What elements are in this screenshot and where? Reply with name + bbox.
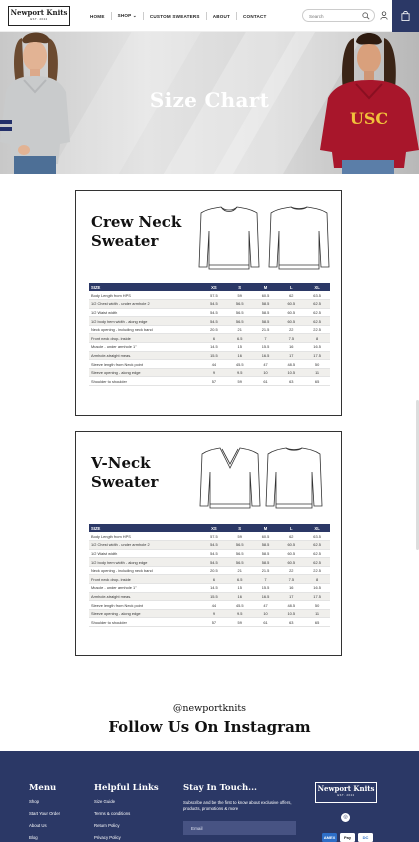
size-value: 56.5 — [227, 308, 253, 317]
apple-pay-icon: Pay — [340, 833, 355, 842]
vneck-table-body — [89, 532, 330, 627]
vneck-title-line1: V-Neck — [91, 454, 151, 472]
measurement-label: Front neck drop- inside — [89, 334, 201, 343]
size-value: 15.5 — [253, 584, 279, 593]
vneck-size-table — [89, 524, 330, 627]
col-header: XS — [201, 524, 227, 532]
size-value: 15.5 — [253, 343, 279, 352]
size-value: 59 — [227, 532, 253, 541]
size-value: 45.5 — [227, 360, 253, 369]
table-row — [89, 592, 330, 601]
table-row — [89, 618, 330, 627]
nav-custom-sweaters[interactable]: CUSTOM SWEATERS — [149, 13, 200, 19]
size-value: 6 — [201, 575, 227, 584]
diners-club-icon: DC — [358, 833, 373, 842]
size-value: 65 — [304, 377, 330, 386]
size-value: 16 — [278, 584, 304, 593]
table-row — [89, 558, 330, 567]
size-value: 61 — [253, 377, 279, 386]
size-value: 54.5 — [201, 549, 227, 558]
size-value: 21 — [227, 325, 253, 334]
footer-link-shop[interactable]: Shop — [29, 799, 40, 804]
size-value: 44 — [201, 601, 227, 610]
measurement-label: 1/2 Waist width — [89, 549, 201, 558]
table-row — [89, 308, 330, 317]
crew-neck-sweater-illustration — [187, 203, 337, 273]
size-value: 60.5 — [278, 558, 304, 567]
size-value: 16.5 — [304, 343, 330, 352]
crew-neck-title — [91, 213, 181, 251]
crew-neck-size-card — [75, 190, 342, 416]
size-value: 8 — [304, 575, 330, 584]
page-title: Size Chart — [149, 88, 270, 112]
size-value: 62.5 — [304, 549, 330, 558]
crew-title-line1: Crew Neck — [91, 213, 182, 231]
size-value: 62.5 — [304, 300, 330, 309]
size-value: 21.5 — [253, 566, 279, 575]
table-row — [89, 541, 330, 550]
size-value: 9 — [201, 368, 227, 377]
size-value: 15 — [227, 343, 253, 352]
footer-link-return[interactable]: Return Policy — [94, 823, 120, 828]
size-value: 20.5 — [201, 325, 227, 334]
size-value: 11 — [304, 609, 330, 618]
size-value: 17.5 — [304, 592, 330, 601]
footer-touch-title: Stay In Touch... — [183, 783, 258, 793]
measurement-label: 1/2 Waist width — [89, 308, 201, 317]
size-value: 56.5 — [227, 300, 253, 309]
size-value: 7.5 — [278, 575, 304, 584]
size-value: 10 — [253, 609, 279, 618]
table-row — [89, 343, 330, 352]
size-value: 60.5 — [253, 532, 279, 541]
instagram-icon[interactable]: ◎ — [341, 813, 350, 822]
size-value: 60.5 — [278, 300, 304, 309]
cart-icon — [401, 11, 410, 21]
size-value: 22.5 — [304, 566, 330, 575]
measurement-label: 1/2 Chest width - under armhole 2 — [89, 300, 201, 309]
table-header-row — [89, 283, 330, 291]
measurement-label: Shoulder to shoulder — [89, 377, 201, 386]
nav-shop-label: SHOP — [117, 13, 132, 18]
size-value: 7 — [253, 575, 279, 584]
col-header: L — [278, 283, 304, 291]
size-value: 65 — [304, 618, 330, 627]
size-value: 62.5 — [304, 558, 330, 567]
instagram-heading: Follow Us On Instagram — [108, 718, 311, 736]
email-field[interactable] — [183, 821, 296, 835]
size-value: 50 — [304, 601, 330, 610]
footer-logo-name: Newport Knits — [317, 784, 375, 793]
size-value: 63.5 — [304, 532, 330, 541]
footer-subscribe-text: Subscribe and be the first to know about exclusive offers, products, promotions & more — [183, 800, 292, 812]
nav-about[interactable]: ABOUT — [212, 13, 231, 19]
table-row — [89, 325, 330, 334]
site-header — [0, 0, 419, 32]
chevron-down-icon: ⌄ — [132, 13, 137, 18]
size-value: 54.5 — [201, 300, 227, 309]
table-row — [89, 334, 330, 343]
measurement-label: Body Length from HPS — [89, 532, 201, 541]
size-value: 60.5 — [253, 291, 279, 300]
size-value: 57.5 — [201, 291, 227, 300]
footer-link-size-guide[interactable]: Size Guide — [94, 799, 116, 804]
col-header: S — [227, 283, 253, 291]
size-value: 62 — [278, 291, 304, 300]
size-value: 58.5 — [253, 308, 279, 317]
size-value: 63 — [278, 618, 304, 627]
hero-banner — [0, 32, 419, 174]
size-value: 16.5 — [253, 351, 279, 360]
svg-text:USC: USC — [349, 109, 389, 128]
size-value: 58.5 — [253, 317, 279, 326]
table-row — [89, 609, 330, 618]
table-row — [89, 566, 330, 575]
cart-button[interactable] — [392, 0, 419, 32]
size-value: 16 — [227, 351, 253, 360]
size-value: 62.5 — [304, 308, 330, 317]
measurement-label: Sleeve length from Neck point — [89, 601, 201, 610]
amex-icon: AMEX — [323, 835, 336, 840]
user-icon[interactable] — [380, 11, 388, 20]
measurement-label: Neck opening - including neck band — [89, 566, 201, 575]
size-value: 56.5 — [227, 558, 253, 567]
measurement-label: Shoulder to shoulder — [89, 618, 201, 627]
instagram-handle[interactable]: @newportknits — [172, 703, 247, 714]
measurement-label: Body Length from HPS — [89, 291, 201, 300]
size-value: 54.5 — [201, 308, 227, 317]
size-value: 62.5 — [304, 541, 330, 550]
size-value: 56.5 — [227, 549, 253, 558]
table-row — [89, 317, 330, 326]
size-value: 60.5 — [278, 541, 304, 550]
measurement-label: Sleeve length from Neck point — [89, 360, 201, 369]
nav-contact[interactable]: CONTACT — [243, 13, 267, 19]
size-value: 16 — [227, 592, 253, 601]
table-row — [89, 291, 330, 300]
logo-name: Newport Knits — [10, 8, 68, 17]
size-value: 61 — [253, 618, 279, 627]
size-value: 20.5 — [201, 566, 227, 575]
size-value: 45.5 — [227, 601, 253, 610]
search-icon[interactable] — [362, 12, 370, 20]
size-value: 15.5 — [201, 351, 227, 360]
size-value: 16.5 — [253, 592, 279, 601]
table-row — [89, 360, 330, 369]
footer-link-privacy[interactable]: Privacy Policy — [94, 835, 121, 840]
v-neck-size-card — [75, 431, 342, 656]
measurement-label: Neck opening - including neck band — [89, 325, 201, 334]
col-header: XL — [304, 283, 330, 291]
footer-link-start-order[interactable]: Start Your Order — [29, 811, 61, 816]
size-value: 9.5 — [227, 609, 253, 618]
v-neck-title — [91, 454, 158, 492]
measurement-label: Sleeve opening - along edge — [89, 609, 201, 618]
size-value: 54.5 — [201, 317, 227, 326]
size-value: 10 — [253, 368, 279, 377]
footer-link-terms[interactable]: Terms & conditions — [94, 811, 131, 816]
measurement-label: Muscle - under armhole 1" — [89, 343, 201, 352]
col-header: SIZE — [89, 524, 201, 532]
size-value: 15 — [227, 584, 253, 593]
size-value: 16.5 — [304, 584, 330, 593]
vneck-title-line2: Sweater — [91, 473, 159, 491]
size-value: 56.5 — [227, 541, 253, 550]
col-header: XL — [304, 524, 330, 532]
size-value: 59 — [227, 377, 253, 386]
footer-link-blog[interactable]: Blog — [29, 835, 38, 840]
measurement-label: 1/2 Chest width - under armhole 2 — [89, 541, 201, 550]
size-value: 16 — [278, 343, 304, 352]
size-value: 7.5 — [278, 334, 304, 343]
size-value: 57 — [201, 377, 227, 386]
col-header: SIZE — [89, 283, 201, 291]
size-value: 59 — [227, 618, 253, 627]
size-value: 17.5 — [304, 351, 330, 360]
measurement-label: Muscle - under armhole 1" — [89, 584, 201, 593]
size-value: 47 — [253, 601, 279, 610]
table-row — [89, 601, 330, 610]
size-value: 10.5 — [278, 609, 304, 618]
size-value: 8 — [304, 334, 330, 343]
size-value: 48.5 — [278, 601, 304, 610]
size-value: 63.5 — [304, 291, 330, 300]
size-value: 48.5 — [278, 360, 304, 369]
size-value: 9 — [201, 609, 227, 618]
size-value: 60.5 — [278, 549, 304, 558]
measurement-label: Armhole-straight meas. — [89, 351, 201, 360]
size-value: 22.5 — [304, 325, 330, 334]
main-nav — [84, 11, 273, 21]
v-neck-sweater-illustration — [190, 444, 330, 512]
site-logo[interactable] — [8, 6, 70, 26]
size-value: 54.5 — [201, 541, 227, 550]
table-row — [89, 300, 330, 309]
size-value: 47 — [253, 360, 279, 369]
measurement-label: Front neck drop- inside — [89, 575, 201, 584]
table-row — [89, 549, 330, 558]
col-header: XS — [201, 283, 227, 291]
footer-helpful-title: Helpful Links — [94, 783, 159, 793]
measurement-label: Armhole-straight meas. — [89, 592, 201, 601]
size-value: 44 — [201, 360, 227, 369]
size-value: 60.5 — [278, 308, 304, 317]
size-value: 57.5 — [201, 532, 227, 541]
col-header: M — [253, 283, 279, 291]
col-header: S — [227, 524, 253, 532]
table-row — [89, 584, 330, 593]
search-box — [302, 9, 375, 22]
table-header-row — [89, 524, 330, 532]
size-value: 21.5 — [253, 325, 279, 334]
site-footer — [0, 751, 419, 842]
footer-logo-est: EST. 2022 — [337, 794, 355, 797]
logo-est: EST. 2022 — [30, 18, 48, 21]
crew-size-table — [89, 283, 330, 386]
table-row — [89, 575, 330, 584]
size-value: 10.5 — [278, 368, 304, 377]
table-row — [89, 368, 330, 377]
size-value: 22 — [278, 566, 304, 575]
size-value: 14.5 — [201, 343, 227, 352]
table-row — [89, 351, 330, 360]
size-value: 58.5 — [253, 541, 279, 550]
size-value: 62.5 — [304, 317, 330, 326]
measurement-label: Sleeve opening - along edge — [89, 368, 201, 377]
col-header: M — [253, 524, 279, 532]
size-value: 54.5 — [201, 558, 227, 567]
size-value: 21 — [227, 566, 253, 575]
table-row — [89, 532, 330, 541]
size-value: 63 — [278, 377, 304, 386]
size-value: 9.5 — [227, 368, 253, 377]
crew-table-body — [89, 291, 330, 386]
nav-shop[interactable] — [112, 13, 143, 19]
size-value: 57 — [201, 618, 227, 627]
size-value: 56.5 — [227, 317, 253, 326]
size-value: 6 — [201, 334, 227, 343]
size-value: 58.5 — [253, 558, 279, 567]
measurement-label: 1/2 body hem width - along edge — [89, 558, 201, 567]
col-header: L — [278, 524, 304, 532]
size-value: 6.5 — [227, 334, 253, 343]
size-value: 15.5 — [201, 592, 227, 601]
size-value: 11 — [304, 368, 330, 377]
footer-logo[interactable] — [315, 782, 377, 803]
size-value: 17 — [278, 351, 304, 360]
size-value: 50 — [304, 360, 330, 369]
footer-link-about[interactable]: About Us — [29, 823, 47, 828]
size-value: 17 — [278, 592, 304, 601]
size-value: 58.5 — [253, 300, 279, 309]
size-value: 62 — [278, 532, 304, 541]
search-input[interactable] — [309, 12, 359, 20]
size-value: 22 — [278, 325, 304, 334]
table-row — [89, 377, 330, 386]
size-value: 60.5 — [278, 317, 304, 326]
crew-title-line2: Sweater — [91, 232, 159, 250]
size-value: 6.5 — [227, 575, 253, 584]
measurement-label: 1/2 body hem width - along edge — [89, 317, 201, 326]
size-value: 59 — [227, 291, 253, 300]
nav-home[interactable]: HOME — [90, 13, 105, 19]
footer-menu-title: Menu — [29, 783, 57, 793]
size-value: 7 — [253, 334, 279, 343]
size-value: 14.5 — [201, 584, 227, 593]
size-value: 58.5 — [253, 549, 279, 558]
